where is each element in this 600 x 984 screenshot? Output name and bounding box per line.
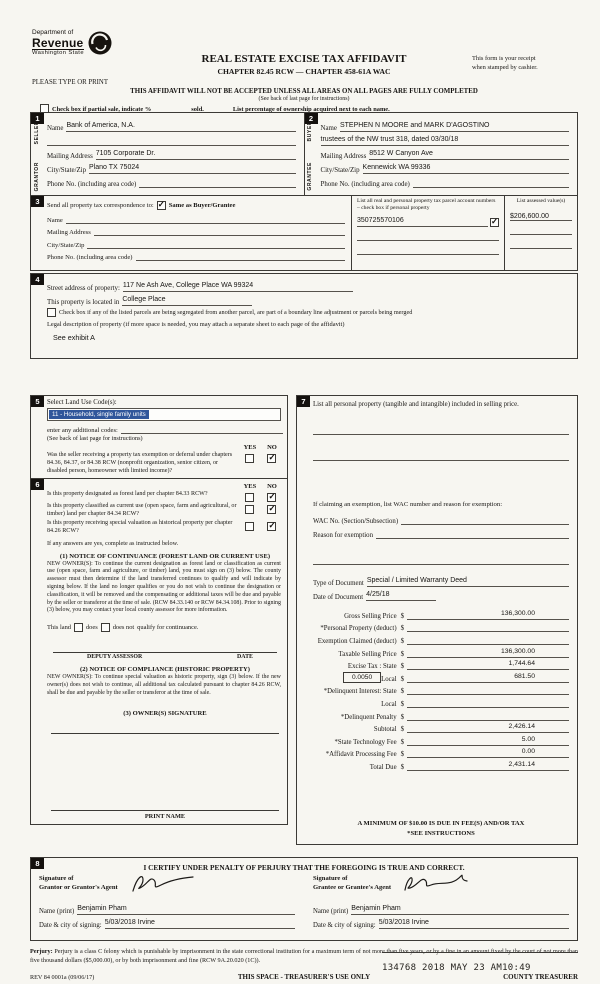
grantor-name-input[interactable]: Benjamin Pham [77, 905, 295, 915]
gross-selling-price-label: Gross Selling Price [344, 612, 397, 620]
dollar-sign: $ [400, 713, 404, 721]
del-interest-state-input[interactable] [407, 685, 569, 695]
seller-name-extra-input[interactable] [47, 136, 296, 146]
exemption-intro: If claiming an exemption, list WAC number and reason for exemption: [312, 501, 503, 509]
grantor-name-print-label: Name (print) [39, 908, 75, 915]
fee-row-subtotal [313, 721, 569, 734]
fee-row-delinquent-penalty [313, 708, 569, 721]
personal-property-section [296, 395, 578, 845]
dollar-sign: $ [400, 688, 404, 696]
washington-state-label: Washington State [32, 50, 84, 57]
buyer-csz-label: City/State/Zip [320, 167, 360, 174]
local-rate-box: 0.0050 [343, 672, 381, 683]
print-name-label: PRINT NAME [144, 813, 186, 820]
section-4-number: 4 [31, 274, 44, 285]
section-6-number: 6 [31, 479, 44, 490]
owner-signature-line-2[interactable] [51, 794, 279, 811]
buyer-mailing-label: Mailing Address [320, 153, 367, 160]
assessed-value-input-3[interactable] [510, 235, 572, 249]
parcel-numbers-column [351, 196, 504, 270]
dollar-sign: $ [400, 763, 404, 771]
personal-property-label: List all personal property (tangible and intangible) included in selling price. [312, 401, 519, 408]
buyer-side-label [306, 121, 315, 191]
notice-compliance-title: (2) NOTICE OF COMPLIANCE (HISTORIC PROPERTY) [80, 666, 250, 674]
seller-phone-label: Phone No. (including area code) [47, 181, 137, 188]
notice-compliance-body: NEW OWNER(S): To continue special valuation as historic property, sign (3) below. If the new owner(s) does not wish to continue, all additional tax calculated pursuant to chapter 84.26 RCW, shall be due and payable by the seller or transferor at the time of sale. [47, 674, 281, 696]
ownership-note: List percentage of ownership acquired next to each name. [232, 106, 390, 113]
receipt-note [472, 55, 576, 72]
grantor-label: GRANTOR [33, 161, 40, 191]
forest-yes-checkbox[interactable] [245, 493, 254, 502]
historic-yes-checkbox[interactable] [245, 522, 254, 531]
seller-csz-label: City/State/Zip [47, 167, 87, 174]
section-8-number: 8 [31, 858, 44, 869]
dollar-sign: $ [400, 675, 404, 683]
does-not-label: does not [112, 624, 135, 632]
corr-name-label: Name [47, 216, 63, 224]
section-2-number: 2 [305, 113, 318, 124]
yes-label: YES [243, 444, 257, 451]
parcel-number-input-3[interactable] [357, 241, 499, 255]
exemption-yes-checkbox[interactable] [245, 454, 254, 463]
qualify-label: qualify for continuance. [137, 624, 199, 632]
grantee-name-print-label: Name (print) [313, 908, 349, 915]
see-back-note: (See back of last page for instructions) [258, 96, 350, 102]
excise-tax-local-input[interactable]: 681.50 [407, 673, 569, 683]
parties-section [30, 112, 578, 196]
please-type-or-print-label: PLEASE TYPE OR PRINT [32, 79, 108, 86]
tax-correspondence-section [30, 195, 578, 271]
corr-phone-label: Phone No. (including area code) [47, 254, 133, 261]
certification-section [30, 857, 578, 941]
land-use-section [30, 395, 288, 479]
personal-property-input-2[interactable] [313, 447, 569, 461]
grantee-date-city-input[interactable]: 5/03/2018 Irvine [379, 919, 569, 929]
fee-row-delinquent-interest-state [313, 683, 569, 696]
grantee-agent-label: Grantee or Grantee's Agent [313, 883, 392, 891]
taxable-selling-price-input[interactable]: 136,300.00 [407, 648, 569, 658]
cashier-stamp [382, 952, 578, 975]
historic-property-question: Is this property receiving special valuation as historical property per chapter 84.26 RCW? [47, 519, 233, 534]
fee-row-gross [313, 607, 569, 620]
certify-statement: I CERTIFY UNDER PENALTY OF PERJURY THAT THE FOREGOING IS TRUE AND CORRECT. [143, 863, 465, 872]
del-interest-local-input[interactable] [407, 698, 569, 708]
forest-no-checkbox[interactable] [267, 493, 276, 502]
fee-row-exemption [313, 632, 569, 645]
deputy-assessor-label: DEPUTY ASSESSOR [87, 654, 143, 661]
minimum-fee-line1: A MINIMUM OF $10.00 IS DUE IN FEE(S) AND/OR TAX [357, 820, 525, 828]
grantor-signature[interactable] [123, 871, 213, 897]
exemption-no-checkbox[interactable] [267, 454, 276, 463]
dollar-sign: $ [400, 637, 404, 645]
dollar-sign: $ [400, 650, 404, 658]
form-body [30, 28, 578, 981]
current-use-yes-checkbox[interactable] [245, 505, 254, 514]
assessed-value-input[interactable]: $206,600.00 [510, 207, 572, 221]
minimum-fee-line2: *SEE INSTRUCTIONS [407, 830, 475, 838]
owner-signature-line-1[interactable] [51, 717, 279, 734]
dollar-sign: $ [400, 612, 404, 620]
no-label-6: NO [267, 483, 277, 490]
personal-property-checkbox[interactable] [490, 218, 499, 227]
total-due-label: Total Due [369, 763, 397, 771]
minimum-fee-note [313, 819, 569, 839]
land-does-not-checkbox[interactable] [101, 623, 110, 632]
fee-row-total-due [313, 758, 569, 771]
corr-mailing-label: Mailing Address [47, 229, 91, 236]
reason-exemption-label: Reason for exemption [312, 532, 373, 540]
exemption-question: Was the seller receiving a property tax exemption or deferral under chapters 84.36, 84.37, or 84.38 RCW (nonprofit organization, senior citizen, or disabled person, homeowner with limited income)? [47, 452, 233, 474]
state-technology-fee-label: *State Technology Fee [334, 738, 397, 746]
land-use-select-label: Select Land Use Code(s): [47, 399, 117, 406]
send-correspondence-label: Send all property tax correspondence to: [47, 201, 154, 209]
corr-mailing-input[interactable] [94, 226, 345, 236]
excise-tax-state-label: Excise Tax : State [347, 663, 397, 671]
perjury-text: Perjury is a class C felony which is punishable by imprisonment in the state correctional institution for a maximum term of not more than five years, or by a fine in an amount fixed by the court of not more than five thousand dollars ($5,000.00), or by both imprisonment and fine (RCW 9A.20.020 (1C)). [30, 948, 578, 964]
land-use-selected-option: 11 - Household, single family units [49, 410, 149, 419]
historic-no-checkbox[interactable] [267, 522, 276, 531]
chapter-line: CHAPTER 82.45 RCW — CHAPTER 458-61A WAC [217, 67, 391, 76]
personal-property-input-1[interactable] [313, 421, 569, 435]
fee-row-personal-property [313, 620, 569, 633]
owners-signature-title: (3) OWNER(S) SIGNATURE [123, 709, 207, 717]
same-as-buyer-label: Same as Buyer/Grantee [168, 201, 236, 209]
state-technology-fee-input[interactable]: 5.00 [407, 736, 569, 746]
grantor-date-city-label: Date & city of signing: [39, 922, 102, 929]
notice-continuance-body: NEW OWNER(S): To continue the current designation as forest land or classification as current use (open space, farm and agriculture, or timber) land, you must sign on (3) below. The county assessor must then determine if the land transferred continues to qualify and will indicate by signing below. If the land no longer qualifies or you do not wish to continue the designation or classification, it will be removed and the compensating or additional taxes will be due and payable by the seller or transferor at the time of sale. (RCW 84.33.140 or RCW 84.34.108). Prior to signing (3) below, you may contact your local county assessor for more information. [47, 560, 281, 614]
legal-description-input[interactable]: See exhibit A [53, 333, 95, 342]
fee-row-delinquent-interest-local [313, 695, 569, 708]
buyer-label: BUYER [307, 121, 313, 142]
buyer-csz-input[interactable]: Kennewick WA 99336 [363, 164, 569, 174]
land-use-select[interactable] [47, 408, 281, 421]
additional-codes-label: enter any additional codes: [47, 427, 118, 434]
yes-label-6: YES [243, 483, 257, 490]
deputy-date-label: DATE [237, 654, 253, 661]
land-classification-section [30, 478, 288, 825]
section-5-number: 5 [31, 396, 44, 407]
receipt-note-line2: when stamped by cashier. [472, 63, 538, 71]
delinquent-penalty-label: *Delinquent Penalty [340, 713, 397, 721]
dollar-sign: $ [400, 663, 404, 671]
not-accepted-warning: THIS AFFIDAVIT WILL NOT BE ACCEPTED UNLESS ALL AREAS ON ALL PAGES ARE FULLY COMPLETED [130, 88, 478, 95]
reason-exemption-input-2[interactable] [313, 551, 569, 565]
personal-property-deduct-input[interactable] [407, 622, 569, 632]
main-columns [30, 395, 578, 845]
reason-exemption-input[interactable] [376, 529, 569, 539]
continuance-qualify-row [47, 623, 283, 632]
perjury-label: Perjury: [30, 948, 53, 955]
assessed-value-input-2[interactable] [510, 221, 572, 235]
see-back-note-2: (See back of last page for instructions) [47, 435, 143, 442]
partial-sale-sold-label: sold. [191, 106, 204, 113]
additional-codes-input[interactable] [121, 424, 283, 434]
fee-row-excise-state [313, 658, 569, 671]
document-type-input[interactable]: Special / Limited Warranty Deed [367, 577, 569, 587]
parcel-numbers-header: List all real and personal property tax parcel account numbers – check box if personal property [357, 198, 496, 211]
seller-mailing-input[interactable]: 7105 Corporate Dr. [96, 150, 296, 160]
fee-row-processing-fee [313, 746, 569, 759]
buyer-mailing-input[interactable]: 8512 W Canyon Ave [369, 150, 569, 160]
corr-csz-input[interactable] [87, 239, 345, 249]
dollar-sign: $ [400, 726, 404, 734]
if-yes-note: If any answers are yes, complete as instructed below. [47, 539, 179, 547]
deputy-assessor-captions [47, 653, 283, 660]
legal-description-label: Legal description of property (if more space is needed, you may attach a separate sheet to each page of the affidavit) [47, 321, 345, 328]
signature-of-label-2: Signature of [313, 875, 348, 882]
yes-no-header-6 [47, 483, 283, 490]
section-1-number: 1 [31, 113, 44, 124]
notice-continuance-title: (1) NOTICE OF CONTINUANCE (FOREST LAND OR CURRENT USE) [59, 552, 271, 560]
exemption-claimed-input[interactable] [407, 635, 569, 645]
dollar-sign: $ [400, 700, 404, 708]
document-date-input[interactable]: 4/25/18 [366, 591, 436, 601]
grantor-date-city-input[interactable]: 5/03/2018 Irvine [105, 919, 295, 929]
assessed-values-column [504, 196, 577, 270]
excise-tax-local-label: Local [381, 675, 397, 683]
segregated-checkbox[interactable] [47, 308, 56, 317]
form-revision: REV 84 0001a (09/06/17) [30, 974, 95, 982]
seller-side-label [32, 121, 41, 191]
subtotal-label: Subtotal [373, 726, 397, 734]
grantee-date-city-label: Date & city of signing: [313, 922, 376, 929]
no-label: NO [267, 444, 277, 451]
left-column [30, 395, 288, 825]
county-treasurer-label: COUNTY TREASURER [503, 973, 578, 982]
form-header [30, 28, 578, 112]
taxable-selling-price-label: Taxable Selling Price [338, 650, 397, 658]
buyer-name-input-line2[interactable]: trustees of the NW trust 318, dated 03/30/18 [321, 136, 570, 146]
seller-phone-input[interactable] [139, 178, 295, 188]
does-label: does [85, 624, 98, 632]
buyer-name-input[interactable]: STEPHEN N MOORE and MARK D'AGOSTINO [340, 122, 569, 132]
signature-of-label: Signature of [39, 875, 74, 882]
wac-number-input[interactable] [401, 515, 569, 525]
dollar-sign: $ [400, 625, 404, 633]
dept-of-label: Department of [32, 29, 74, 36]
buyer-phone-label: Phone No. (including area code) [320, 181, 410, 188]
seller-csz-input[interactable]: Plano TX 75024 [89, 164, 295, 174]
excise-tax-state-input[interactable]: 1,744.64 [407, 660, 569, 670]
current-use-no-checkbox[interactable] [267, 505, 276, 514]
seller-name-input[interactable]: Bank of America, N.A. [66, 122, 295, 132]
seller-label: SELLER [33, 121, 40, 145]
dollar-sign: $ [400, 738, 404, 746]
fee-row-taxable [313, 645, 569, 658]
corr-name-input[interactable] [66, 214, 345, 224]
grantee-name-input[interactable]: Benjamin Pham [351, 905, 569, 915]
buyer-name-label: Name [320, 125, 337, 132]
deputy-assessor-signature-line[interactable] [53, 638, 277, 653]
dollar-sign: $ [400, 751, 404, 759]
section-3-number: 3 [31, 196, 44, 207]
section-7-number: 7 [297, 396, 310, 407]
grantee-signature[interactable] [397, 871, 487, 897]
gross-selling-price-input[interactable]: 136,300.00 [407, 610, 569, 620]
revenue-label: Revenue [32, 35, 84, 50]
current-use-question: Is this property classified as current use (open space, farm and agricultural, or timber) land per chapter 84.34 RCW? [47, 503, 237, 517]
spacer [313, 461, 569, 501]
fee-table [313, 607, 569, 771]
assessed-values-header: List assessed value(s) [516, 198, 566, 204]
document-date-label: Date of Document [312, 594, 364, 602]
subtotal-input[interactable]: 2,426.14 [407, 723, 569, 733]
exemption-claimed-label: Exemption Claimed (deduct) [317, 637, 397, 645]
stamp-text: 134768 2018 MAY 23 AM10:49 [382, 963, 531, 973]
street-address-input[interactable]: 117 Ne Ash Ave, College Place WA 99324 [123, 282, 353, 292]
grantor-signature-block [39, 875, 295, 929]
print-name-block [47, 794, 283, 820]
forest-land-question: Is this property designated as forest land per chapter 84.33 RCW? [47, 491, 208, 497]
land-does-checkbox[interactable] [74, 623, 83, 632]
delinquent-interest-state-label: *Delinquent Interest: State [323, 688, 397, 696]
document-type-label: Type of Document [312, 580, 364, 588]
grantee-signature-block [313, 875, 569, 929]
grantor-agent-label: Grantor or Grantor's Agent [39, 883, 118, 891]
located-in-label: This property is located in [47, 299, 120, 306]
treasurer-space-label: THIS SPACE - TREASURER'S USE ONLY [237, 973, 371, 982]
personal-property-deduct-label: *Personal Property (deduct) [320, 625, 397, 633]
buyer-grantee-section [304, 113, 578, 195]
same-as-buyer-checkbox[interactable] [157, 201, 166, 210]
corr-phone-input[interactable] [136, 251, 345, 261]
delinquent-interest-local-label: Local [381, 700, 397, 708]
street-address-label: Street address of property: [47, 285, 120, 292]
corr-csz-label: City/State/Zip [47, 241, 85, 249]
affidavit-processing-fee-input[interactable]: 0.00 [407, 748, 569, 758]
receipt-note-line1: This form is your receipt [472, 55, 536, 62]
grantee-label: GRANTEE [307, 162, 313, 191]
correspondence-fields [31, 196, 351, 270]
partial-sale-label: Check box if partial sale, indicate % [52, 106, 152, 113]
parcel-number-input-2[interactable] [357, 227, 499, 241]
fee-row-excise-local [313, 670, 569, 683]
delinquent-penalty-input[interactable] [407, 711, 569, 721]
total-due-input[interactable]: 2,431.14 [407, 761, 569, 771]
buyer-phone-input[interactable] [413, 178, 569, 188]
seller-mailing-label: Mailing Address [47, 153, 93, 160]
form-title: REAL ESTATE EXCISE TAX AFFIDAVIT [201, 53, 407, 65]
this-land-label: This land [47, 624, 71, 632]
located-in-input[interactable]: College Place [122, 296, 252, 306]
yes-no-header-5 [47, 444, 283, 451]
fee-row-tech-fee [313, 733, 569, 746]
wac-number-label: WAC No. (Section/Subsection) [312, 518, 399, 526]
segregated-label: Check box if any of the listed parcels are being segregated from another parcel, are part of a boundary line adjustment or parcels being merged [59, 309, 413, 316]
seller-grantor-section [31, 113, 304, 195]
affidavit-processing-fee-label: *Affidavit Processing Fee [325, 751, 397, 759]
parcel-number-input[interactable]: 350725570106 [357, 217, 488, 227]
property-address-section [30, 273, 578, 359]
seller-name-label: Name [47, 125, 64, 132]
